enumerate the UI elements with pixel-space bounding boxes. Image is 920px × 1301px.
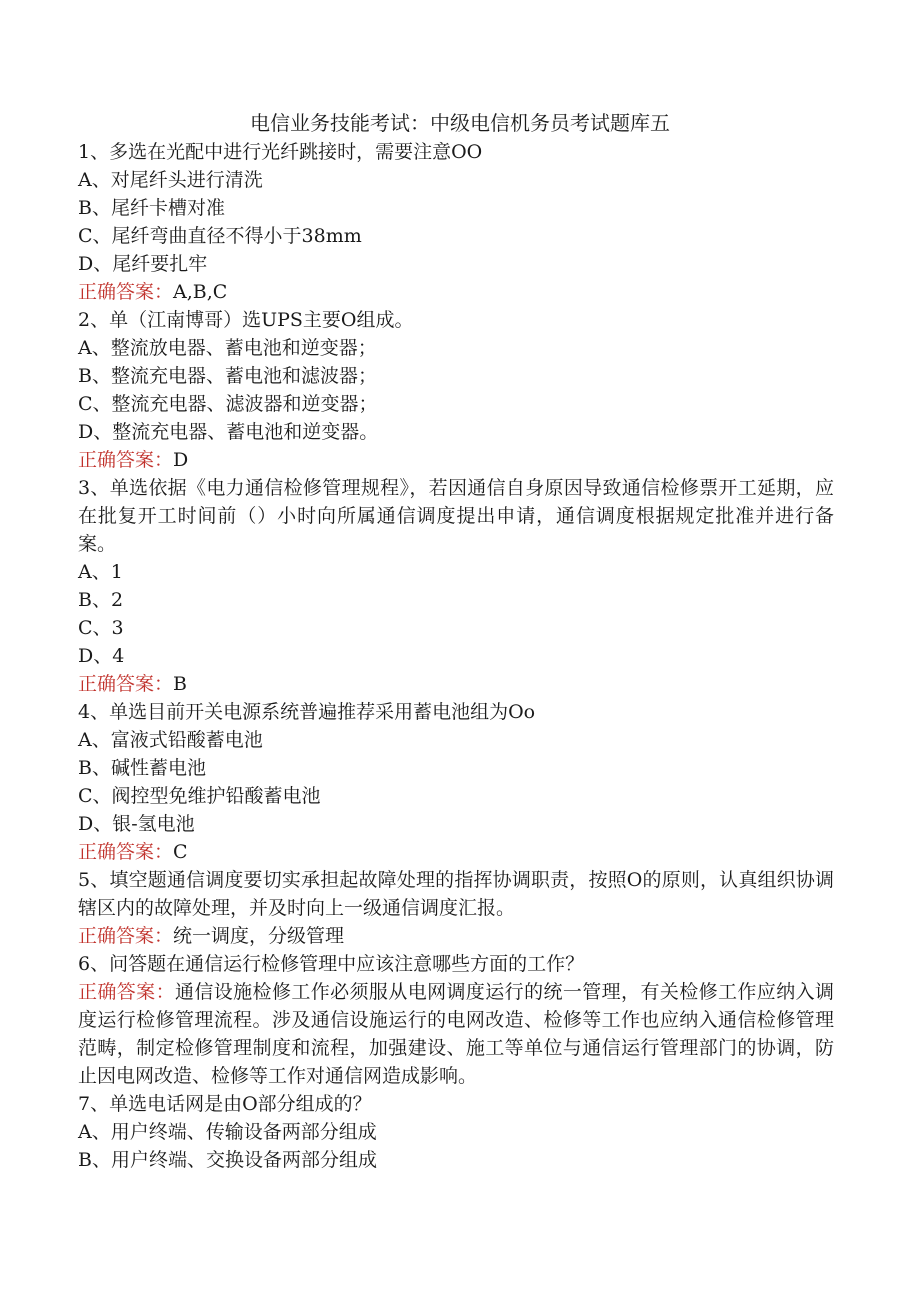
option: D、尾纤要扎牢	[78, 253, 208, 275]
answer-line	[78, 278, 834, 306]
answer-value: 通信设施检修工作必须服从电网调度运行的统一管理，有关检修工作应纳入调度运行检修管理流程。涉及通信设施运行的电网改造、检修等工作也应纳入通信检修管理范畴，制定检修管理制度和流程，加强建设、施工等单位与通信运行管理部门的协调，防止因电网改造、检修等工作对通信网造成影响。	[78, 981, 834, 1087]
option: A、1	[78, 561, 123, 583]
option: B、尾纤卡槽对准	[78, 197, 225, 219]
option: C、整流充电器、滤波器和逆变器；	[78, 393, 378, 415]
option: A、整流放电器、蓄电池和逆变器；	[78, 337, 377, 359]
option: A、对尾纤头进行清洗	[78, 169, 263, 191]
answer-line	[78, 670, 834, 698]
answer-value: D	[173, 449, 189, 471]
answer-label: 正确答案：	[78, 841, 174, 863]
question-stem: 1、多选在光配中进行光纤跳接时，需要注意OO	[78, 141, 483, 163]
answer-value: A,B,C	[173, 281, 228, 303]
option: D、4	[78, 645, 125, 667]
option: C、3	[78, 617, 124, 639]
question-stem: 6、问答题在通信运行检修管理中应该注意哪些方面的工作？	[78, 953, 585, 975]
answer-line	[78, 446, 834, 474]
option: A、富液式铅酸蓄电池	[78, 729, 263, 751]
question-1	[78, 138, 834, 306]
option: A、用户终端、传输设备两部分组成	[78, 1121, 377, 1143]
question-list	[78, 138, 834, 1174]
question-4	[78, 698, 834, 866]
question-2	[78, 306, 834, 474]
question-stem: 7、单选电话网是由O部分组成的？	[78, 1093, 372, 1115]
question-3	[78, 474, 834, 698]
option: B、整流充电器、蓄电池和滤波器；	[78, 365, 377, 387]
answer-line	[78, 922, 834, 950]
question-6	[78, 950, 834, 1090]
question-stem: 2、单（江南博哥）选UPS主要O组成。	[78, 309, 414, 331]
answer-line	[78, 978, 834, 1090]
answer-value: 统一调度，分级管理	[173, 925, 345, 947]
option: D、整流充电器、蓄电池和逆变器。	[78, 421, 379, 443]
answer-value: C	[173, 841, 188, 863]
answer-label: 正确答案：	[78, 981, 175, 1003]
option: D、银-氢电池	[78, 813, 195, 835]
question-stem: 3、单选依据《电力通信检修管理规程》，若因通信自身原因导致通信检修票开工延期，应在批复开工时间前（）小时向所属通信调度提出申请，通信调度根据规定批准并进行备案。	[78, 477, 834, 555]
answer-label: 正确答案：	[78, 281, 174, 303]
answer-label: 正确答案：	[78, 673, 174, 695]
question-5	[78, 866, 834, 950]
document-title: 电信业务技能考试：中级电信机务员考试题库五	[250, 111, 670, 135]
option: C、阀控型免维护铅酸蓄电池	[78, 785, 321, 807]
question-stem: 4、单选目前开关电源系统普遍推荐采用蓄电池组为Oo	[78, 701, 536, 723]
answer-label: 正确答案：	[78, 925, 174, 947]
option: B、2	[78, 589, 124, 611]
answer-line	[78, 838, 834, 866]
answer-value: B	[173, 673, 187, 695]
option: C、尾纤弯曲直径不得小于38mm	[78, 225, 362, 247]
option: B、碱性蓄电池	[78, 757, 206, 779]
question-stem: 5、填空题通信调度要切实承担起故障处理的指挥协调职责，按照O的原则，认真组织协调辖区内的故障处理，并及时向上一级通信调度汇报。	[78, 869, 834, 919]
question-7	[78, 1090, 834, 1174]
answer-label: 正确答案：	[78, 449, 174, 471]
option: B、用户终端、交换设备两部分组成	[78, 1149, 377, 1171]
